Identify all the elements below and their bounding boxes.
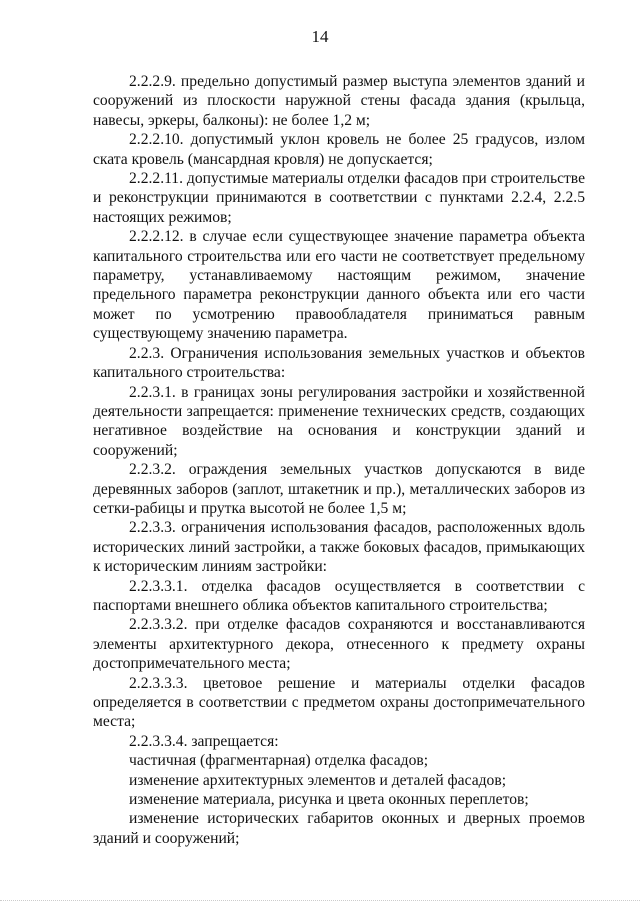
prohibition-item: частичная (фрагментарная) отделка фасадов; [129,752,429,770]
prohibition-item: изменение материала, рисунка и цвета оконных переплетов; [129,791,529,809]
clause-2-2-3-3: 2.2.3.3. ограничения использования фасадов, расположенных вдоль исторических линий застройки, а также боковых фасадов, примыкающих к историческим линиям застройки: [93,519,585,576]
clause-2-2-2-11: 2.2.2.11. допустимые материалы отделки фасадов при строительстве и реконструкции принимаются в соответствии с пунктами 2.2.4, 2.2.5 настоящих режимов; [93,170,585,226]
prohibition-item: изменение архитектурных элементов и деталей фасадов; [129,771,507,789]
page-bottom-edge [0,900,640,905]
document-body [93,72,585,848]
page-number: 14 [311,27,329,46]
clause-2-2-2-10: 2.2.2.10. допустимый уклон кровель не более 25 градусов, излом ската кровель (мансардная кровля) не допускается; [93,131,585,168]
clause-2-2-2-12: 2.2.2.12. в случае если существующее значение параметра объекта капитального строительства или его части не соответствует предельному параметру, устанавливаемому настоящим режимом, значение предельного параметра реконструкции данного объекта или его части может по усмотрению правообладателя приниматься равным существующему значению параметра. [93,228,585,343]
clause-2-2-3-3-3: 2.2.3.3.3. цветовое решение и материалы отделки фасадов определяется в соответствии с предметом охраны достопримечательного места; [93,674,585,731]
clause-2-2-3-3-2: 2.2.3.3.2. при отделке фасадов сохраняются и восстанавливаются элементы архитектурного декора, отнесенного к предмету охраны достопримечательного места; [93,616,585,673]
clause-2-2-2-9: 2.2.2.9. предельно допустимый размер выступа элементов зданий и сооружений из плоскости наружной стены фасада здания (крыльца, навесы, эркеры, балконы): не более 1,2 м; [93,73,585,129]
clause-2-2-3-3-4: 2.2.3.3.4. запрещается: [129,732,279,750]
clause-2-2-3-3-1: 2.2.3.3.1. отделка фасадов осуществляется в соответствии с паспортами внешнего облика объектов капитального строительства; [93,577,585,614]
clause-2-2-3-2: 2.2.3.2. ограждения земельных участков допускаются в виде деревянных заборов (заплот, штакетник и пр.), металлических заборов из сетки-рабицы и прутка высотой не более 1,5 м; [93,461,585,517]
prohibition-item: изменение исторических габаритов оконных и дверных проемов зданий и сооружений; [93,810,585,847]
clause-2-2-3-1: 2.2.3.1. в границах зоны регулирования застройки и хозяйственной деятельности запрещается: применение технических средств, создающих негативное воздействие на основания и конструкции зданий и сооружений; [93,383,585,459]
clause-2-2-3: 2.2.3. Ограничения использования земельных участков и объектов капитального строительства: [93,344,585,382]
